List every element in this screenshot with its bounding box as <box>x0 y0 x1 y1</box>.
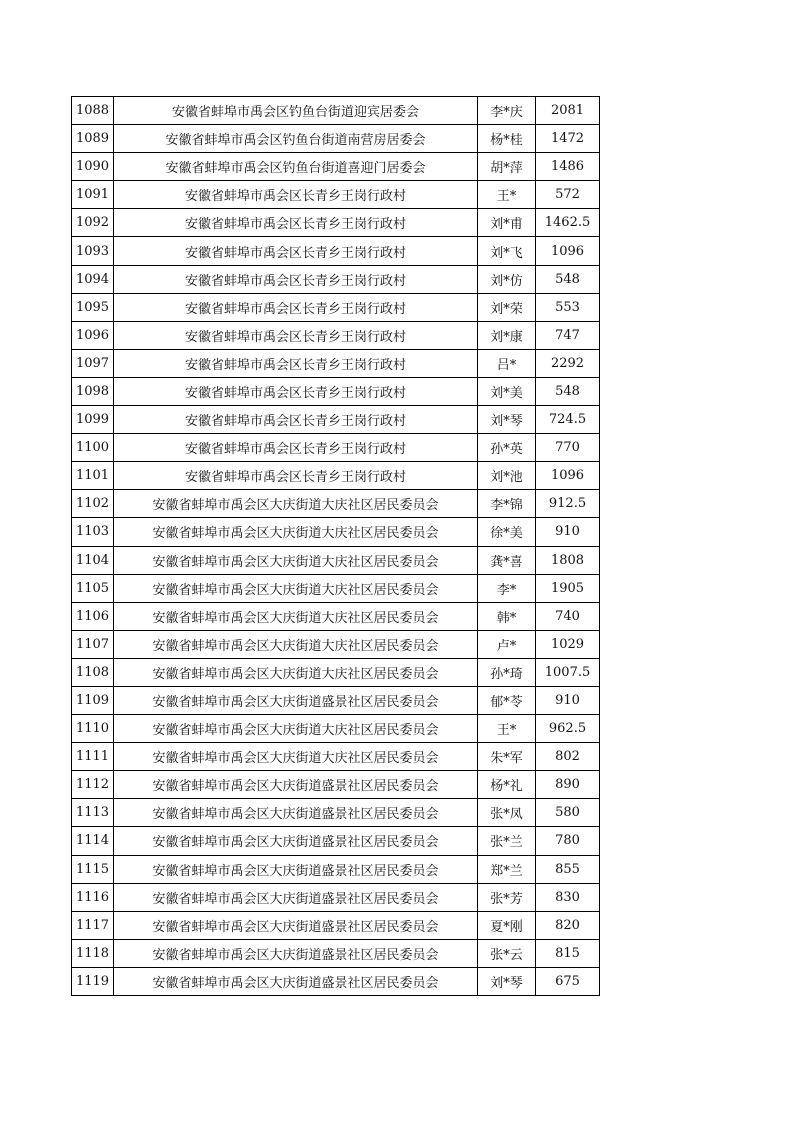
table-row <box>72 153 600 181</box>
table-row <box>72 490 600 518</box>
row-address-cell: 安徽省蚌埠市禹会区长青乡王岗行政村 <box>114 349 478 377</box>
row-id-cell: 1106 <box>72 602 114 630</box>
row-id-cell: 1111 <box>72 743 114 771</box>
row-name-cell: 李*庆 <box>478 97 536 125</box>
row-id-cell: 1113 <box>72 799 114 827</box>
row-name-cell: 王* <box>478 181 536 209</box>
row-address-cell: 安徽省蚌埠市禹会区大庆街道大庆社区居民委员会 <box>114 715 478 743</box>
roster-table <box>71 96 600 996</box>
row-id-cell: 1097 <box>72 349 114 377</box>
row-amount-cell: 2292 <box>536 349 600 377</box>
row-id-cell: 1112 <box>72 771 114 799</box>
row-id-cell: 1119 <box>72 967 114 995</box>
row-name-cell: 刘*飞 <box>478 237 536 265</box>
row-address-cell: 安徽省蚌埠市禹会区钓鱼台街道喜迎门居委会 <box>114 153 478 181</box>
row-id-cell: 1091 <box>72 181 114 209</box>
row-id-cell: 1090 <box>72 153 114 181</box>
row-amount-cell: 1096 <box>536 462 600 490</box>
row-amount-cell: 675 <box>536 967 600 995</box>
row-name-cell: 刘*仿 <box>478 265 536 293</box>
table-row <box>72 434 600 462</box>
row-id-cell: 1117 <box>72 911 114 939</box>
row-name-cell: 胡*萍 <box>478 153 536 181</box>
row-id-cell: 1099 <box>72 406 114 434</box>
row-name-cell: 张*芳 <box>478 883 536 911</box>
row-id-cell: 1096 <box>72 321 114 349</box>
row-id-cell: 1098 <box>72 377 114 405</box>
row-amount-cell: 548 <box>536 377 600 405</box>
row-id-cell: 1092 <box>72 209 114 237</box>
row-amount-cell: 820 <box>536 911 600 939</box>
row-address-cell: 安徽省蚌埠市禹会区大庆街道大庆社区居民委员会 <box>114 602 478 630</box>
row-amount-cell: 740 <box>536 602 600 630</box>
table-row <box>72 293 600 321</box>
row-amount-cell: 1462.5 <box>536 209 600 237</box>
row-name-cell: 刘*琴 <box>478 967 536 995</box>
row-name-cell: 孙*英 <box>478 434 536 462</box>
row-amount-cell: 962.5 <box>536 715 600 743</box>
table-row <box>72 911 600 939</box>
table-row <box>72 574 600 602</box>
table-row <box>72 181 600 209</box>
row-name-cell: 杨*礼 <box>478 771 536 799</box>
row-address-cell: 安徽省蚌埠市禹会区大庆街道盛景社区居民委员会 <box>114 771 478 799</box>
roster-table-body <box>72 97 600 996</box>
row-address-cell: 安徽省蚌埠市禹会区大庆街道大庆社区居民委员会 <box>114 658 478 686</box>
row-id-cell: 1100 <box>72 434 114 462</box>
row-id-cell: 1109 <box>72 686 114 714</box>
row-address-cell: 安徽省蚌埠市禹会区大庆街道大庆社区居民委员会 <box>114 546 478 574</box>
table-row <box>72 743 600 771</box>
row-address-cell: 安徽省蚌埠市禹会区大庆街道盛景社区居民委员会 <box>114 827 478 855</box>
row-address-cell: 安徽省蚌埠市禹会区大庆街道大庆社区居民委员会 <box>114 574 478 602</box>
row-id-cell: 1115 <box>72 855 114 883</box>
row-amount-cell: 770 <box>536 434 600 462</box>
row-name-cell: 韩* <box>478 602 536 630</box>
row-name-cell: 孙*琦 <box>478 658 536 686</box>
table-row <box>72 265 600 293</box>
table-row <box>72 939 600 967</box>
row-address-cell: 安徽省蚌埠市禹会区大庆街道大庆社区居民委员会 <box>114 743 478 771</box>
table-row <box>72 715 600 743</box>
table-row <box>72 827 600 855</box>
row-amount-cell: 1808 <box>536 546 600 574</box>
row-address-cell: 安徽省蚌埠市禹会区大庆街道盛景社区居民委员会 <box>114 967 478 995</box>
row-amount-cell: 1472 <box>536 125 600 153</box>
table-row <box>72 771 600 799</box>
table-row <box>72 518 600 546</box>
row-id-cell: 1114 <box>72 827 114 855</box>
table-row <box>72 349 600 377</box>
table-row <box>72 967 600 995</box>
row-name-cell: 刘*康 <box>478 321 536 349</box>
row-address-cell: 安徽省蚌埠市禹会区长青乡王岗行政村 <box>114 293 478 321</box>
row-address-cell: 安徽省蚌埠市禹会区长青乡王岗行政村 <box>114 377 478 405</box>
row-name-cell: 刘*琴 <box>478 406 536 434</box>
row-amount-cell: 1007.5 <box>536 658 600 686</box>
row-name-cell: 夏*刚 <box>478 911 536 939</box>
table-row <box>72 686 600 714</box>
table-row <box>72 658 600 686</box>
row-name-cell: 李* <box>478 574 536 602</box>
row-name-cell: 刘*甫 <box>478 209 536 237</box>
row-name-cell: 杨*桂 <box>478 125 536 153</box>
row-address-cell: 安徽省蚌埠市禹会区长青乡王岗行政村 <box>114 181 478 209</box>
row-amount-cell: 890 <box>536 771 600 799</box>
row-id-cell: 1088 <box>72 97 114 125</box>
row-amount-cell: 553 <box>536 293 600 321</box>
row-name-cell: 卢* <box>478 630 536 658</box>
row-amount-cell: 912.5 <box>536 490 600 518</box>
row-amount-cell: 572 <box>536 181 600 209</box>
row-amount-cell: 1096 <box>536 237 600 265</box>
row-name-cell: 吕* <box>478 349 536 377</box>
row-id-cell: 1089 <box>72 125 114 153</box>
row-amount-cell: 910 <box>536 518 600 546</box>
row-id-cell: 1094 <box>72 265 114 293</box>
row-name-cell: 张*凤 <box>478 799 536 827</box>
row-id-cell: 1116 <box>72 883 114 911</box>
row-amount-cell: 724.5 <box>536 406 600 434</box>
row-id-cell: 1107 <box>72 630 114 658</box>
row-amount-cell: 830 <box>536 883 600 911</box>
row-address-cell: 安徽省蚌埠市禹会区大庆街道盛景社区居民委员会 <box>114 855 478 883</box>
row-id-cell: 1110 <box>72 715 114 743</box>
table-row <box>72 602 600 630</box>
table-row <box>72 321 600 349</box>
table-row <box>72 377 600 405</box>
row-id-cell: 1101 <box>72 462 114 490</box>
row-amount-cell: 747 <box>536 321 600 349</box>
row-address-cell: 安徽省蚌埠市禹会区钓鱼台街道南营房居委会 <box>114 125 478 153</box>
row-id-cell: 1105 <box>72 574 114 602</box>
row-name-cell: 李*锦 <box>478 490 536 518</box>
table-row <box>72 125 600 153</box>
row-address-cell: 安徽省蚌埠市禹会区长青乡王岗行政村 <box>114 434 478 462</box>
row-address-cell: 安徽省蚌埠市禹会区长青乡王岗行政村 <box>114 237 478 265</box>
row-address-cell: 安徽省蚌埠市禹会区长青乡王岗行政村 <box>114 209 478 237</box>
row-id-cell: 1093 <box>72 237 114 265</box>
row-address-cell: 安徽省蚌埠市禹会区大庆街道大庆社区居民委员会 <box>114 630 478 658</box>
row-amount-cell: 855 <box>536 855 600 883</box>
row-amount-cell: 1905 <box>536 574 600 602</box>
row-amount-cell: 910 <box>536 686 600 714</box>
row-name-cell: 郁*苓 <box>478 686 536 714</box>
row-id-cell: 1118 <box>72 939 114 967</box>
row-address-cell: 安徽省蚌埠市禹会区长青乡王岗行政村 <box>114 265 478 293</box>
row-name-cell: 刘*美 <box>478 377 536 405</box>
row-amount-cell: 1486 <box>536 153 600 181</box>
row-name-cell: 徐*美 <box>478 518 536 546</box>
table-row <box>72 209 600 237</box>
table-row <box>72 462 600 490</box>
row-name-cell: 刘*荣 <box>478 293 536 321</box>
row-amount-cell: 815 <box>536 939 600 967</box>
row-id-cell: 1102 <box>72 490 114 518</box>
row-id-cell: 1108 <box>72 658 114 686</box>
row-address-cell: 安徽省蚌埠市禹会区长青乡王岗行政村 <box>114 406 478 434</box>
row-address-cell: 安徽省蚌埠市禹会区大庆街道盛景社区居民委员会 <box>114 799 478 827</box>
row-address-cell: 安徽省蚌埠市禹会区大庆街道大庆社区居民委员会 <box>114 518 478 546</box>
row-amount-cell: 548 <box>536 265 600 293</box>
row-name-cell: 刘*池 <box>478 462 536 490</box>
row-name-cell: 王* <box>478 715 536 743</box>
row-name-cell: 朱*军 <box>478 743 536 771</box>
row-address-cell: 安徽省蚌埠市禹会区大庆街道盛景社区居民委员会 <box>114 686 478 714</box>
row-address-cell: 安徽省蚌埠市禹会区大庆街道盛景社区居民委员会 <box>114 883 478 911</box>
table-row <box>72 97 600 125</box>
row-amount-cell: 580 <box>536 799 600 827</box>
row-address-cell: 安徽省蚌埠市禹会区长青乡王岗行政村 <box>114 321 478 349</box>
table-row <box>72 237 600 265</box>
table-row <box>72 799 600 827</box>
row-address-cell: 安徽省蚌埠市禹会区长青乡王岗行政村 <box>114 462 478 490</box>
table-row <box>72 406 600 434</box>
row-name-cell: 郑*兰 <box>478 855 536 883</box>
row-id-cell: 1104 <box>72 546 114 574</box>
table-row <box>72 883 600 911</box>
table-row <box>72 630 600 658</box>
row-address-cell: 安徽省蚌埠市禹会区钓鱼台街道迎宾居委会 <box>114 97 478 125</box>
table-row <box>72 546 600 574</box>
table-row <box>72 855 600 883</box>
row-id-cell: 1095 <box>72 293 114 321</box>
row-name-cell: 龚*喜 <box>478 546 536 574</box>
row-amount-cell: 1029 <box>536 630 600 658</box>
row-id-cell: 1103 <box>72 518 114 546</box>
row-amount-cell: 780 <box>536 827 600 855</box>
row-name-cell: 张*兰 <box>478 827 536 855</box>
row-address-cell: 安徽省蚌埠市禹会区大庆街道盛景社区居民委员会 <box>114 939 478 967</box>
row-amount-cell: 2081 <box>536 97 600 125</box>
row-amount-cell: 802 <box>536 743 600 771</box>
row-address-cell: 安徽省蚌埠市禹会区大庆街道盛景社区居民委员会 <box>114 911 478 939</box>
row-address-cell: 安徽省蚌埠市禹会区大庆街道大庆社区居民委员会 <box>114 490 478 518</box>
row-name-cell: 张*云 <box>478 939 536 967</box>
